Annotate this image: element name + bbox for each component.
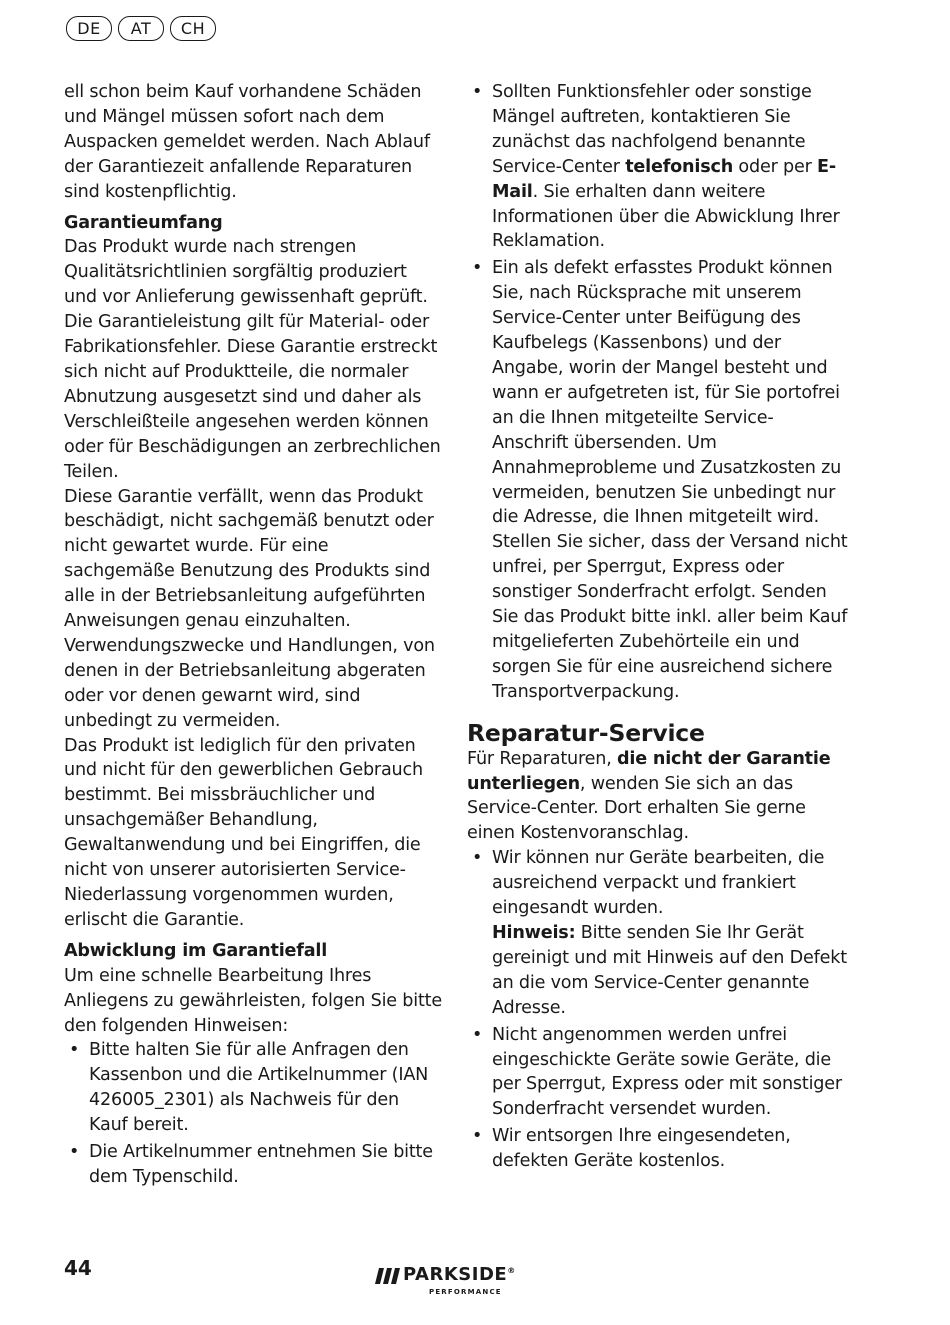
claim-paragraph: Um eine schnelle Bearbeitung Ihres Anliegens zu gewährleisten, folgen Sie bitte den folgenden Hinweisen:	[64, 965, 442, 1036]
list-item	[467, 1124, 849, 1174]
list-item	[467, 80, 849, 254]
list-item-text: • Wir können nur Geräte bearbeiten, die ausreichend verpackt und frankiert eingesandt wurden.	[492, 848, 825, 919]
parkside-logo	[375, 1264, 525, 1300]
logo-wordmark: PARKSIDE	[403, 1264, 508, 1285]
claim-list-continued	[467, 80, 849, 705]
list-item	[467, 1023, 849, 1123]
badge-ch: CH	[170, 16, 216, 41]
heading-warranty-claim: Abwicklung im Garantiefall	[64, 940, 328, 961]
text-run: . Sie erhalten dann weitere Informationen über die Abwicklung Ihrer Reklamation.	[492, 181, 840, 252]
list-item	[64, 1140, 442, 1190]
badge-at: AT	[118, 16, 164, 41]
note-label: Hinweis:	[492, 923, 576, 943]
text-run: oder per	[733, 156, 818, 177]
list-item	[64, 1038, 442, 1138]
heading-warranty-scope: Garantieumfang	[64, 212, 223, 233]
page-number: 44	[64, 1256, 92, 1280]
scope-paragraph-4: Das Produkt ist lediglich für den privaten und nicht für den gewerblichen Gebrauch bestimmt. Bei missbräuchlicher und unsachgemäßer Behandlung, Gewaltanwendung und bei Eingriffen, die nicht von unserer autorisierten Service-Niederlassung vorgenommen wurden, erlischt die Garantie.	[64, 735, 423, 930]
logo-text	[403, 1264, 516, 1285]
list-item	[467, 846, 849, 1020]
logo-stripes-icon	[375, 1268, 401, 1284]
text-run: , wenden Sie sich an das Service-Center. Dort erhalten Sie gerne einen Kostenvoranschlag.	[467, 773, 806, 844]
scope-paragraph-2: Die Garantieleistung gilt für Material- oder Fabrikationsfehler. Diese Garantie erstreckt sich nicht auf Produktteile, die normaler Abnutzung ausgesetzt sind und daher als Verschleißteile angesehen werden können oder für Beschädigungen an zerbrechlichen Teilen.	[64, 312, 441, 482]
list-item-text: Nicht angenommen werden unfrei eingeschickte Geräte sowie Geräte, die per Sperrgut, Express oder mit sonstiger Sonderfracht versendet wurden.	[492, 1024, 842, 1120]
repair-paragraph	[467, 747, 849, 847]
logo-subtitle: PERFORMANCE	[429, 1288, 502, 1296]
list-item-text: Ein als defekt erfasstes Produkt können Sie, nach Rücksprache mit unserem Service-Center unter Beifügung des Kaufbelegs (Kassenbons) und der Angabe, worin der Mangel besteht und wann er aufgetreten ist, für Sie portofrei an die Ihnen mitgeteilte Service-Anschrift übersenden. Um Annahmeprobleme und Zusatzkosten zu vermeiden, benutzen Sie unbedingt nur die Adresse, die Ihnen mitgeteilt wird. Stellen Sie sicher, dass der Versand nicht unfrei, per Sperrgut, Express oder sonstiger Sonderfracht erfolgt. Senden Sie das Produkt bitte inkl. aller beim Kauf mitgelieferten Zubehörteile ein und sorgen Sie für eine ausreichend sichere Transportverpackung.	[492, 258, 848, 702]
list-item-text: Die Artikelnummer entnehmen Sie bitte dem Typenschild.	[89, 1142, 433, 1187]
claim-list	[64, 1038, 442, 1189]
list-item-text: Wir entsorgen Ihre eingesendeten, defekten Geräte kostenlos.	[492, 1126, 791, 1172]
repair-list	[467, 846, 849, 1174]
list-item	[467, 256, 849, 704]
scope-paragraph-3: Diese Garantie verfällt, wenn das Produkt beschädigt, nicht sachgemäß benutzt oder nicht gewartet wurde. Für eine sachgemäße Benutzung des Produkts sind alle in der Betriebsanleitung aufgeführten Anweisungen genau einzuhalten. Verwendungszwecke und Handlungen, von denen in der Betriebsanleitung abgeraten oder vor denen gewarnt wird, sind unbedingt zu vermeiden.	[64, 486, 435, 731]
note-text: Bitte senden Sie Ihr Gerät gereinigt und mit Hinweis auf den Defekt an die vom Service-Center genannte Adresse.	[492, 923, 847, 1018]
text-run: Sollten Funktionsfehler oder sonstige Mängel auftreten, kontaktieren Sie zunächst das nachfolgend benannte Service-Center	[492, 82, 812, 177]
right-column	[467, 80, 849, 1176]
logo-registered-mark: ®	[507, 1266, 516, 1275]
text-run: Für Reparaturen,	[467, 748, 618, 769]
left-column	[64, 80, 442, 1192]
country-badges	[66, 16, 216, 41]
list-item-text: Bitte halten Sie für alle Anfragen den Kassenbon und die Artikelnummer (IAN 426005_2301) als Nachweis für den Kauf bereit.	[89, 1040, 429, 1136]
emphasis-not-warranty: die nicht der Garantie unterliegen	[467, 748, 831, 794]
badge-de: DE	[66, 16, 112, 41]
emphasis-email: E-Mail	[492, 156, 836, 202]
intro-paragraph: ell schon beim Kauf vorhandene Schäden und Mängel müssen sofort nach dem Auspacken gemeldet werden. Nach Ablauf der Garantiezeit anfallende Reparaturen sind kostenpflichtig.	[64, 82, 430, 202]
scope-paragraph-1: Das Produkt wurde nach strengen Qualitätsrichtlinien sorgfältig produziert und vor Anlieferung gewissenhaft geprüft.	[64, 237, 428, 308]
heading-repair-service: Reparatur-Service	[467, 718, 705, 747]
note	[492, 921, 849, 1021]
emphasis-phone: telefonisch	[625, 156, 734, 177]
